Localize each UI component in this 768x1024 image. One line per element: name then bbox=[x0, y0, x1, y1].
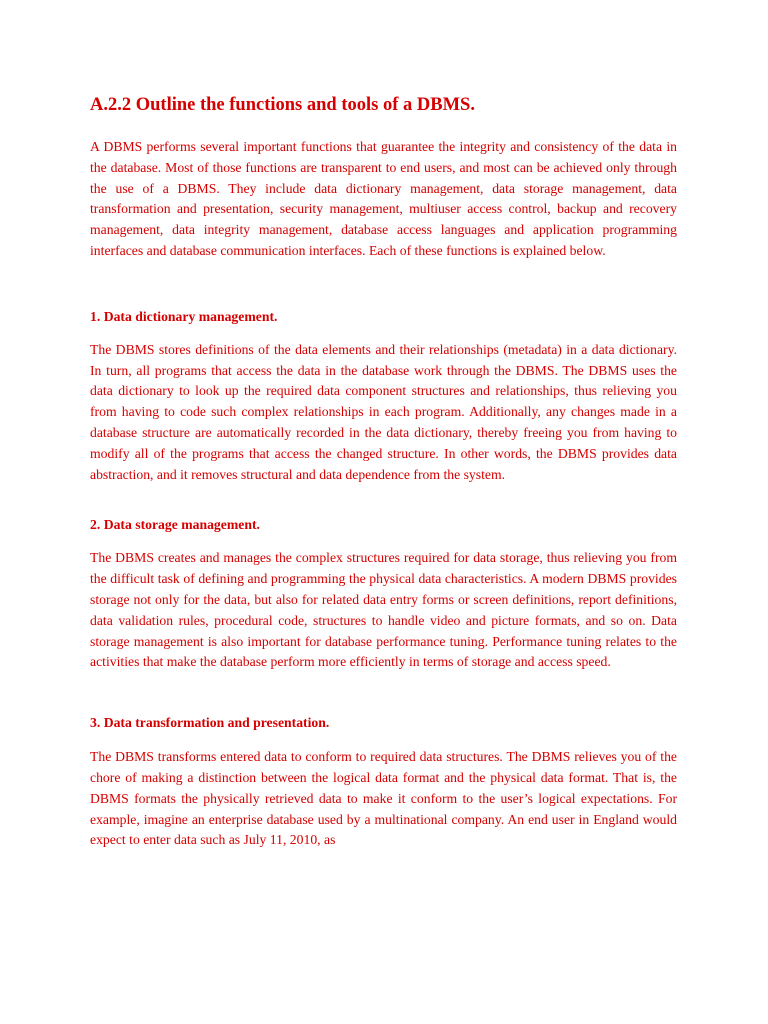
section-body-data-storage: The DBMS creates and manages the complex structures required for data storage, thus relieving you from the difficult task of defining and programming the physical data characteristics. A modern DBMS provides storage not only for the data, but also for related data entry forms or screen definitions, report definitions, data validation rules, procedural code, structures to handle video and picture formats, and so on. Data storage management is also important for database performance tuning. Performance tuning relates to the activities that make the database perform more efficiently in terms of storage and access speed. bbox=[90, 550, 677, 670]
document-content bbox=[90, 92, 677, 851]
section-heading-data-dictionary: 1. Data dictionary management. bbox=[90, 308, 278, 324]
section-body-data-transformation: The DBMS transforms entered data to conform to required data structures. The DBMS relieves you of the chore of making a distinction between the logical data format and the physical data format. That is, the DBMS formats the physically retrieved data to make it conform to the user’s logical expectations. For example, imagine an enterprise database used by a multinational company. An end user in England would expect to enter data such as July 11, 2010, as bbox=[90, 749, 677, 848]
section-heading-data-transformation: 3. Data transformation and presentation. bbox=[90, 715, 330, 731]
intro-paragraph: A DBMS performs several important functions that guarantee the integrity and consistency of the data in the database. Most of those functions are transparent to end users, and most can be achieved only through the use of a DBMS. They include data dictionary management, data storage management, data transformation and presentation, security management, multiuser access control, backup and recovery management, data integrity management, database access languages and application programming interfaces and database communication interfaces. Each of these functions is explained below. bbox=[90, 139, 677, 258]
section-body-data-dictionary: The DBMS stores definitions of the data elements and their relationships (metadata) in a data dictionary. In turn, all programs that access the data in the database work through the DBMS. The DBMS uses the data dictionary to look up the required data component structures and relationships, thus relieving you from having to code such complex relationships in each program. Additionally, any changes made in a database structure are automatically recorded in the data dictionary, thereby freeing you from having to modify all of the programs that access the changed structure. In other words, the DBMS provides data abstraction, and it removes structural and data dependence from the system. bbox=[90, 341, 677, 482]
document-title: A.2.2 Outline the functions and tools of a DBMS. bbox=[90, 95, 475, 115]
section-heading-data-storage: 2. Data storage management. bbox=[90, 517, 260, 533]
